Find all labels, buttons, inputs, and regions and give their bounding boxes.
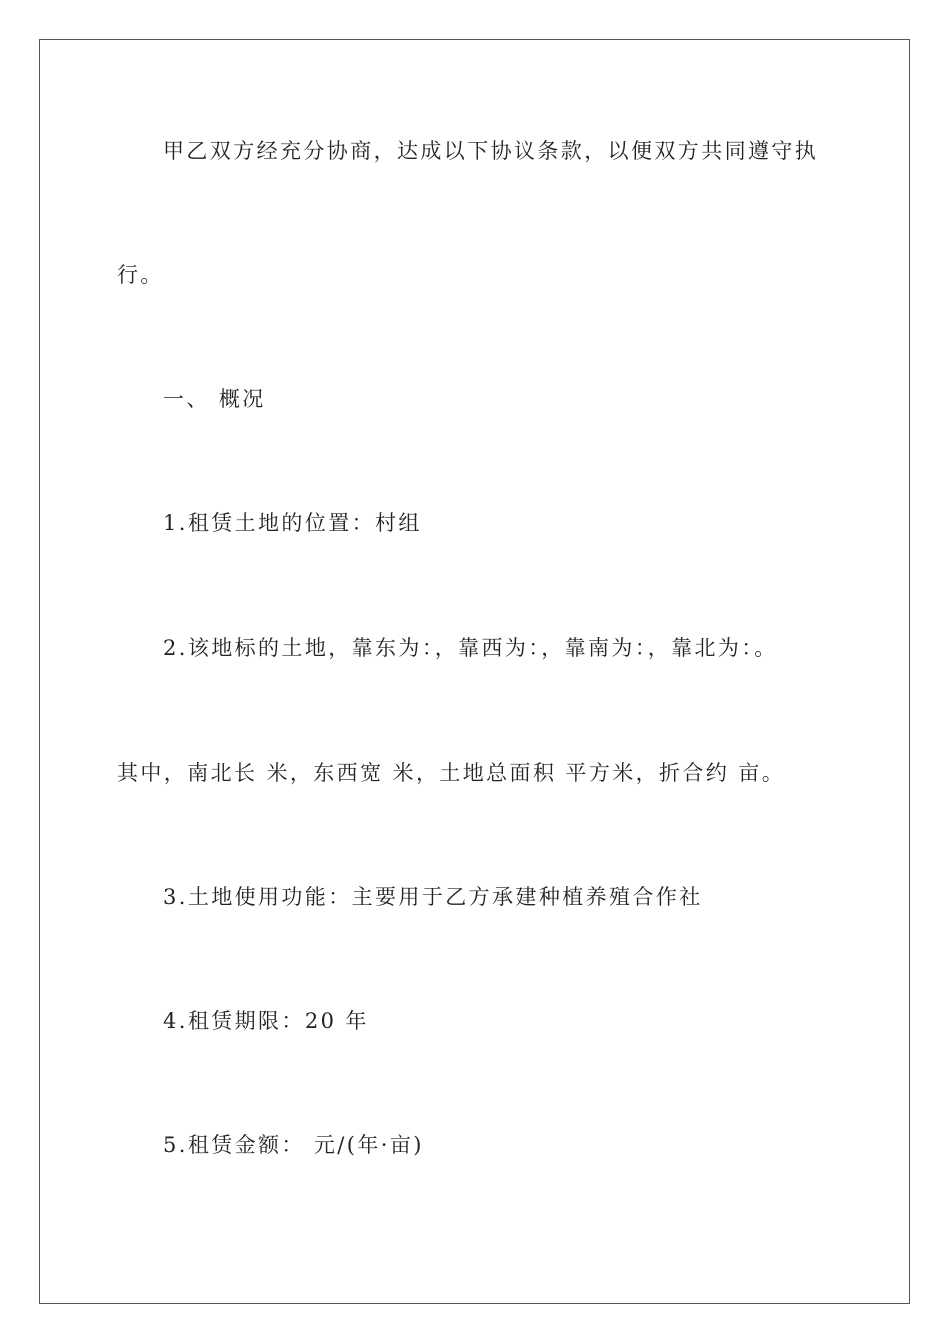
- section-heading-overview: 一、 概况: [163, 387, 266, 411]
- clause-land-boundaries: 2.该地标的土地，靠东为：，靠西为：，靠南为：，靠北为：。: [163, 636, 778, 660]
- clause-lease-amount: 5.租赁金额： 元/(年·亩): [163, 1133, 424, 1157]
- clause-land-location: 1.租赁土地的位置：村组: [163, 511, 422, 535]
- intro-paragraph-line-2: 行。: [117, 263, 164, 287]
- clause-land-dimensions: 其中，南北长 米，东西宽 米，土地总面积 平方米，折合约 亩。: [117, 761, 786, 785]
- page-border: [39, 39, 910, 1304]
- intro-paragraph-line-1: 甲乙双方经充分协商，达成以下协议条款，以便双方共同遵守执: [163, 139, 819, 163]
- clause-lease-term: 4.租赁期限：20 年: [163, 1009, 369, 1033]
- clause-land-use: 3.土地使用功能：主要用于乙方承建种植养殖合作社: [163, 885, 703, 909]
